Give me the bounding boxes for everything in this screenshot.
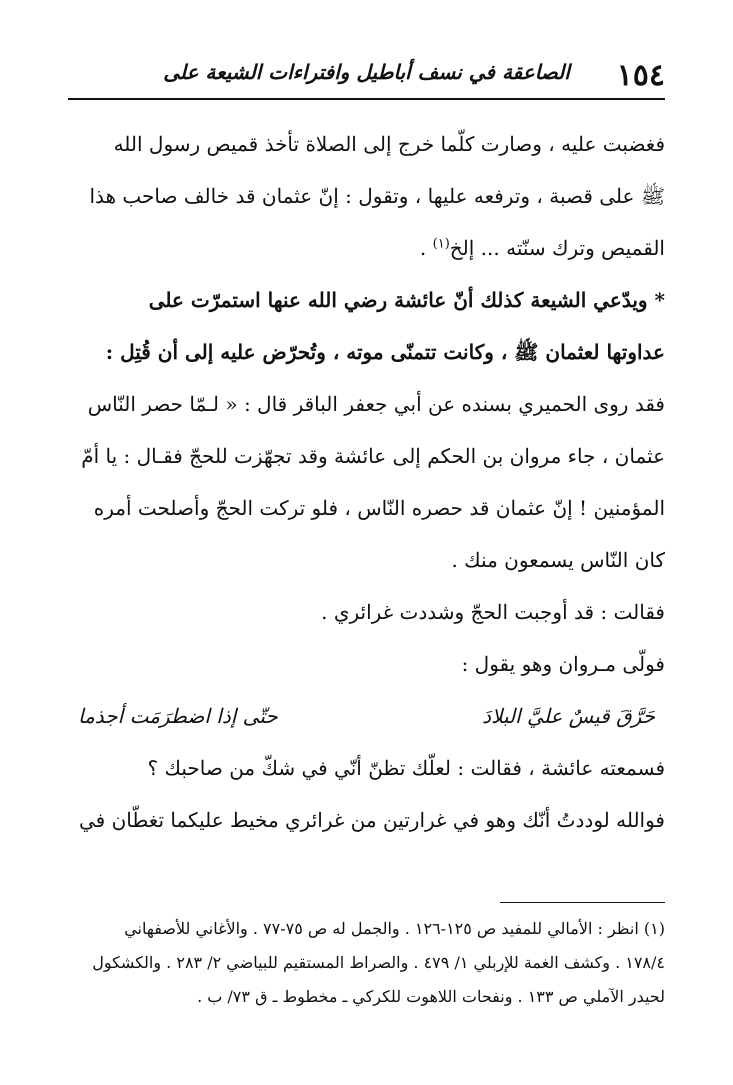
header-rule	[68, 98, 665, 100]
text-line: ﷺ على قصبة ، وترفعه عليها ، وتقول : إنّ عثمان قد خالف صاحب هذا	[89, 184, 665, 208]
text-line: المؤمنين ! إنّ عثمان قد حصره النّاس ، فلو تركت الحجّ وأصلحت أمره	[93, 496, 665, 520]
text-line-bold: عداوتها لعثمان ﷺ ، وكانت تتمنّى موته ، وتُحرّض عليه إلى أن قُتِل :	[105, 340, 665, 364]
page-header	[68, 52, 665, 98]
text-line-content: القميص وترك سنّته ... إلخ	[449, 236, 665, 260]
text-line: فغضبت عليه ، وصارت كلّما خرج إلى الصلاة تأخذ قميص رسول الله	[113, 132, 665, 156]
text-line: عثمان ، جاء مروان بن الحكم إلى عائشة وقد تجهّزت للحجّ فقـال : يا أمّ	[81, 444, 665, 468]
footnote-separator	[500, 902, 665, 903]
text-line: فولّى مـروان وهو يقول :	[461, 652, 665, 676]
text-line: فسمعته عائشة ، فقالت : لعلّك تظنّ أنّي في شكّ من صاحبك ؟	[147, 756, 665, 780]
text-line: كان النّاس يسمعون منك .	[451, 548, 665, 572]
verse-first-hemistich: حَرَّقَ قيسٌ عليَّ البلادَ	[482, 704, 655, 728]
text-line: فوالله لوددتُ أنّك وهو في غرارتين من غرائري مخيط عليكما تغطّان في	[79, 808, 665, 832]
text-line-bold: * ويدّعي الشيعة كذلك أنّ عائشة رضي الله عنها استمرّت على	[148, 288, 665, 312]
page-number: ١٥٤	[616, 58, 665, 93]
footnote-line: ١٧٨/٤ . وكشف الغمة للإربلي ١/ ٤٧٩ . والصراط المستقيم للبياضي ٢/ ٢٨٣ . والكشكول	[92, 953, 665, 972]
poem-verse	[68, 690, 665, 742]
text-line-tail: .	[419, 236, 433, 260]
verse-second-hemistich: حتّى إذا اضطرَمَت أجذما	[78, 704, 278, 728]
running-title: الصاعقة في نسف أباطيل وافتراءات الشيعة على	[163, 60, 570, 84]
text-line	[68, 222, 665, 274]
footnote-reference[interactable]: (١)	[432, 236, 450, 252]
footnote-line: لحيدر الآملي ص ١٣٣ . ونفحات اللاهوت للكركي ـ مخطوط ـ ق ٧٣/ ب .	[197, 987, 665, 1006]
main-text	[68, 118, 665, 846]
text-line: فقالت : قد أوجبت الحجّ وشددت غرائري .	[321, 600, 665, 624]
footnotes	[68, 912, 665, 1014]
footnote-line: (١) انظر : الأمالي للمفيد ص ١٢٥-١٢٦ . والجمل له ص ٧٥-٧٧ . والأغاني للأصفهاني	[124, 919, 665, 938]
text-line: فقد روى الحميري بسنده عن أبي جعفر الباقر قال : « لـمّا حصر النّاس	[87, 392, 665, 416]
